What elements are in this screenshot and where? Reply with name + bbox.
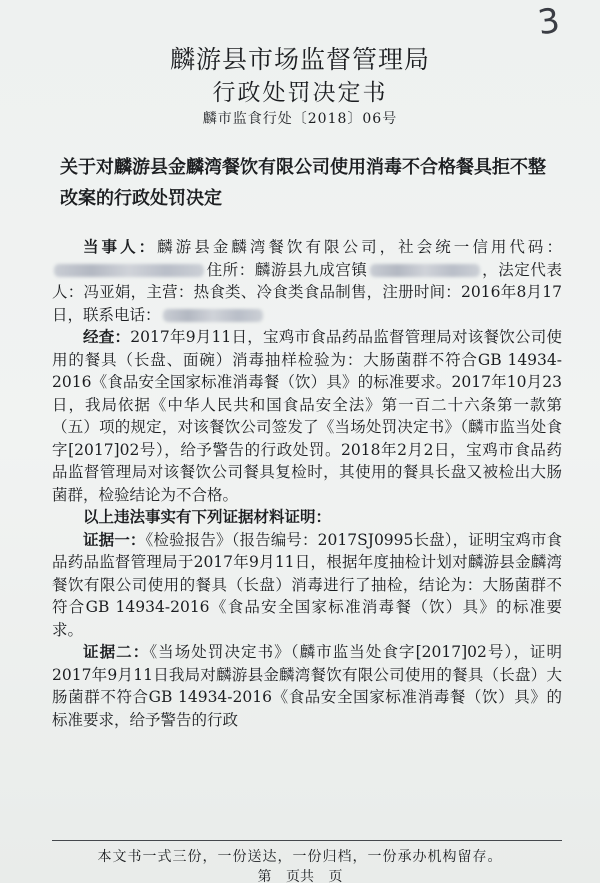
- document-body: [52, 236, 562, 731]
- investigation-paragraph: [52, 326, 562, 506]
- agency-title: 麟游县市场监督管理局: [169, 45, 430, 74]
- page-number-line: 第 页共 页: [257, 869, 343, 883]
- investigation-label: 经查：: [83, 328, 131, 346]
- evidence-heading: 以上违法事实有下列证据材料证明：: [83, 508, 332, 526]
- party-text-3: ，法定代表人：冯亚娟，主营：热食类、冷食类食品制售，注册时间：2016年8月17日，联系电话：: [52, 260, 562, 324]
- redacted-phone: [163, 309, 263, 322]
- evidence-1-text: 《检验报告》（报告编号：2017SJ0995长盘），证明宝鸡市食品药品监督管理局于2017年9月11日，根据年度抽检计划对麟游县金麟湾餐饮有限公司使用的餐具（长盘）消毒进行了抽检，结论为：大肠菌群不符合GB 14934-2016《食品安全国家标准消毒餐（饮）具》的标准要求。: [52, 530, 562, 639]
- redacted-credit-code: [54, 264, 204, 277]
- investigation-text: 2017年9月11日，宝鸡市食品药品监督管理局对该餐饮公司使用的餐具（长盘、面碗）消毒抽样检验为：大肠菌群不符合GB 14934-2016《食品安全国家标准消毒餐（饮）具》的标准要求。2017年10月23日，我局依据《中华人民共和国食品安全法》第一百二十六条第一款第（五）项的规定，对该餐饮公司签发了《当场处罚决定书》（麟市监当处食字[2017]02号），给予警告的行政处罚。2018年2月2日，宝鸡市食品药品监督管理局对该餐饮公司餐具复检时，其使用的餐具长盘又被检出大肠菌群，检验结论为不合格。: [52, 328, 562, 504]
- decision-subject: 关于对麟游县金麟湾餐饮有限公司使用消毒不合格餐具拒不整改案的行政处罚决定: [60, 157, 546, 209]
- handwritten-page-mark: 3: [535, 0, 563, 44]
- party-text-2: 住所：麟游县九成宫镇: [206, 260, 368, 279]
- party-paragraph: [52, 236, 562, 326]
- party-text-1: 麟游县金麟湾餐饮有限公司，社会统一信用代码：: [157, 238, 562, 256]
- evidence-2-text: 《当场处罚决定书》（麟市监当处食字[2017]02号），证明2017年9月11日我局对麟游县金麟湾餐饮有限公司使用的餐具（长盘）大肠菌群不符合GB 14934-2016《食品安全国家标准消毒餐（饮）具》的标准要求，给予警告的行政: [52, 643, 562, 729]
- party-label: 当事人：: [83, 238, 158, 256]
- evidence-1-label: 证据一：: [83, 530, 146, 549]
- evidence-2-label: 证据二：: [83, 643, 150, 661]
- footer-note: 本文书一式三份，一份送达，一份归档，一份承办机构留存。: [97, 849, 503, 865]
- footer-divider: [52, 840, 562, 841]
- evidence-2-paragraph: [52, 641, 562, 731]
- document-number: 麟市监食行处〔2018〕06号: [202, 111, 398, 127]
- document-type-title: 行政处罚决定书: [212, 80, 388, 106]
- redacted-address: [370, 264, 480, 277]
- evidence-1-paragraph: [52, 529, 562, 642]
